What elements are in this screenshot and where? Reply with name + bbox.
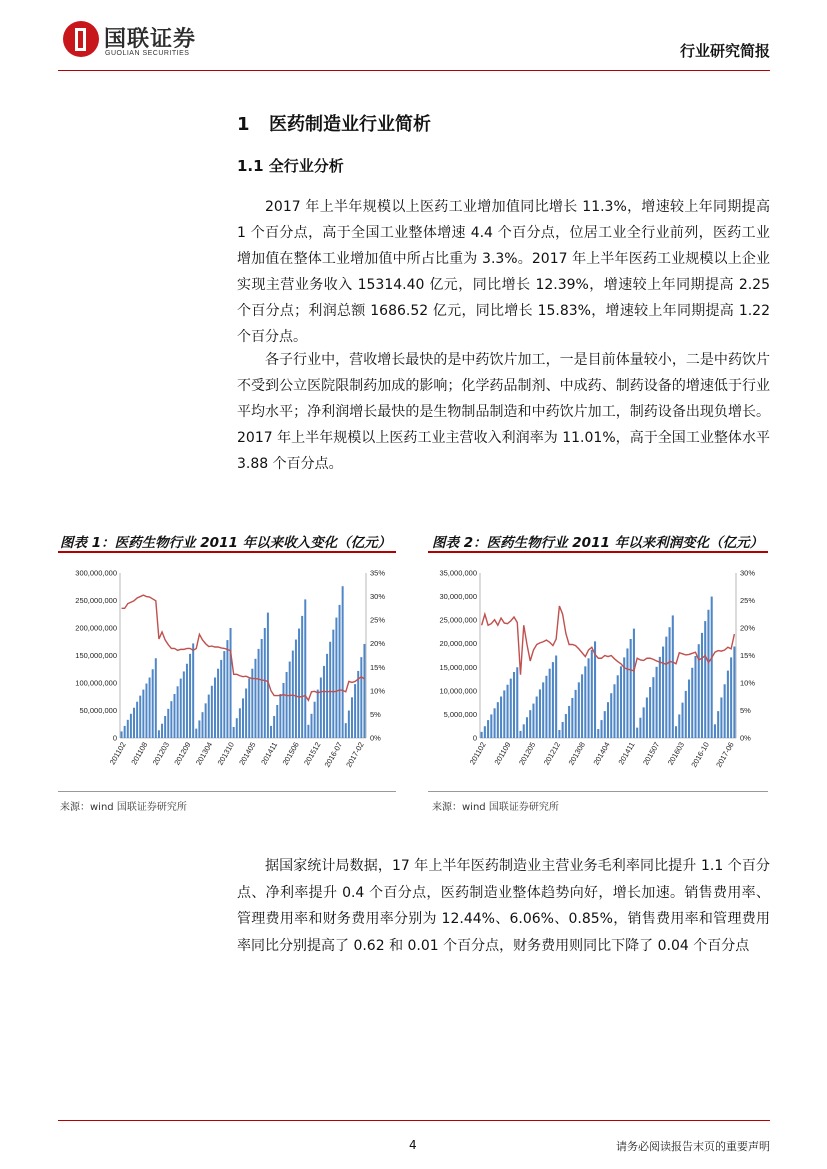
bar (591, 650, 593, 738)
bar (320, 678, 322, 739)
bar (152, 669, 154, 738)
bar (555, 656, 557, 739)
x-axis-tick-label: 201411 (259, 740, 280, 767)
bar (183, 671, 185, 738)
bar (174, 694, 176, 738)
left-axis-tick-label: 0 (112, 733, 117, 743)
figure-2-title: 图表 2：医药生物行业 2011 年以来利润变化（亿元） (432, 535, 764, 551)
bar (177, 686, 179, 738)
bar (351, 697, 353, 738)
left-axis-tick-label: 25,000,000 (439, 615, 477, 625)
bar (672, 615, 674, 738)
bar (186, 664, 188, 738)
x-axis-tick-label: 201109 (492, 740, 513, 767)
bar (133, 708, 135, 738)
bar (342, 586, 344, 738)
bar (678, 714, 680, 738)
x-axis-tick-label: 201304 (193, 740, 215, 767)
bar (220, 660, 222, 738)
right-axis-tick-label: 25% (370, 615, 386, 625)
left-axis-tick-label: 5,000,000 (443, 709, 477, 719)
bar (659, 657, 661, 738)
bar (665, 637, 667, 738)
bar (575, 690, 577, 738)
bar (142, 690, 144, 738)
bar (523, 724, 525, 738)
bar (314, 702, 316, 738)
paragraph-1: 2017 年上半年规模以上医药工业增加值同比增长 11.3%，增速较上年同期提高 1 个百分点，高于全国工业整体增速 4.4 个百分点，位居工业全行业前列，医药工业增加值在整体工业增加值中所占比重为 3.3%。2017 年上半年医药工业规模以上企业实现主营业务收入 15314.40 亿元，同比增长 12.39%，增速较上年同期提高 2.25 个百分点；利润总额 1686.52 亿元，同比增长 15.83%，增速较上年同期提高 1.22 个百分点。 (237, 199, 770, 345)
bar (507, 685, 509, 738)
bar (724, 684, 726, 738)
bar (195, 729, 197, 738)
paragraph-3: 据国家统计局数据，17 年上半年医药制造业主营业务毛利率同比提升 1.1 个百分点、净利率提升 0.4 个百分点，医药制造业整体趋势向好，增长加速。销售费用率、管理费用率和财务费用率分别为 12.44%、6.06%、0.85%，销售费用率和管理费用率同比分别提高了 0.62 和 0.01 个百分点，财务费用则同比下降了 0.04 个百分点 (237, 858, 770, 954)
x-axis-tick-label: 2017-06 (714, 740, 736, 769)
bar (354, 684, 356, 738)
figure-2-source: 来源：wind 国联证券研究所 (432, 802, 559, 813)
x-axis-tick-label: 2016-07 (322, 740, 345, 769)
bar (258, 649, 260, 738)
bar (526, 717, 528, 738)
bar (536, 697, 538, 738)
left-axis-tick-label: 200,000,000 (75, 623, 117, 633)
bar (487, 720, 489, 738)
x-axis-tick-label: 2016-10 (689, 740, 711, 769)
bar (481, 732, 483, 738)
bar (332, 630, 334, 738)
bar (636, 728, 638, 738)
bar (597, 729, 599, 738)
right-axis-tick-label: 30% (370, 592, 386, 602)
bar (714, 724, 716, 738)
bar (345, 723, 347, 738)
figure-1-top-rule (58, 551, 396, 553)
x-axis-tick-label: 201405 (237, 740, 258, 767)
bar (198, 720, 200, 738)
subsection-heading: 1.1 全行业分析 (237, 157, 344, 175)
bar (503, 690, 505, 738)
x-axis-tick-label: 201212 (541, 740, 563, 767)
bar (236, 718, 238, 738)
bar (301, 616, 303, 738)
bar (558, 730, 560, 738)
bar (304, 599, 306, 738)
bar (588, 658, 590, 738)
right-axis-tick-label: 20% (370, 639, 386, 649)
bar (542, 682, 544, 738)
left-axis-tick-label: 15,000,000 (439, 662, 477, 672)
bar (323, 666, 325, 738)
left-axis-tick-label: 35,000,000 (439, 568, 477, 578)
bar (707, 610, 709, 738)
x-axis-tick-label: 201506 (280, 740, 301, 767)
bar (513, 672, 515, 738)
left-axis-tick-label: 100,000,000 (75, 678, 117, 688)
bar (149, 678, 151, 739)
x-axis-tick-label: 201308 (566, 740, 587, 767)
bar (500, 697, 502, 738)
right-axis-tick-label: 10% (370, 686, 386, 696)
left-axis-tick-label: 150,000,000 (75, 651, 117, 660)
right-axis-tick-label: 0% (740, 733, 751, 743)
bar (335, 618, 337, 738)
bar (604, 711, 606, 738)
revenue-chart (58, 560, 396, 785)
bar (192, 643, 194, 738)
bar (248, 679, 250, 738)
bar (649, 687, 651, 738)
bar (490, 714, 492, 738)
bar (273, 716, 275, 738)
bar (565, 714, 567, 738)
bar (189, 654, 191, 738)
bar (519, 731, 521, 738)
bar (254, 659, 256, 738)
left-axis-tick-label: 300,000,000 (75, 568, 117, 578)
bar (694, 656, 696, 738)
bar (326, 654, 328, 738)
x-axis-tick-label: 201209 (172, 740, 193, 767)
bar (688, 680, 690, 738)
bar (610, 693, 612, 738)
x-axis-tick-label: 201203 (150, 740, 172, 767)
logo-chinese-name: 国联证券 (104, 27, 197, 52)
bar (669, 627, 671, 738)
bar (711, 597, 713, 738)
bar (223, 651, 225, 738)
bar (552, 662, 554, 738)
bar (155, 658, 157, 738)
bar (286, 672, 288, 738)
bar (329, 642, 331, 738)
bar (675, 726, 677, 738)
right-axis-tick-label: 25% (740, 596, 756, 605)
x-axis-tick-label: 201512 (302, 740, 323, 767)
bar (652, 677, 654, 738)
x-axis-tick-label: 201205 (517, 740, 538, 767)
bar (233, 727, 235, 738)
bar (295, 640, 297, 738)
company-logo (62, 20, 222, 62)
bar (242, 698, 244, 738)
bar (307, 725, 309, 738)
bar (510, 679, 512, 738)
bar (623, 657, 625, 738)
bar (613, 684, 615, 738)
bar (584, 666, 586, 738)
bar (170, 701, 172, 738)
x-axis-tick-label: 201603 (665, 740, 687, 767)
bar (701, 633, 703, 738)
bar (730, 657, 732, 738)
page-number: 4 (409, 1138, 417, 1152)
bar (211, 686, 213, 738)
bar (130, 714, 132, 738)
x-axis-tick-label: 201411 (616, 740, 637, 767)
footer-disclaimer: 请务必阅读报告末页的重要声明 (616, 1140, 770, 1153)
bar (270, 726, 272, 738)
bar (264, 628, 266, 738)
bar (484, 726, 486, 738)
bar (363, 644, 365, 738)
bar (620, 666, 622, 738)
left-axis-tick-label: 30,000,000 (439, 592, 477, 602)
figure-1-source: 来源：wind 国联证券研究所 (60, 802, 187, 813)
right-axis-tick-label: 0% (370, 733, 381, 743)
right-axis-tick-label: 35% (370, 568, 386, 578)
bar (292, 651, 294, 738)
bar (298, 629, 300, 738)
bar (516, 667, 518, 738)
bar (662, 647, 664, 738)
right-axis-tick-label: 15% (370, 662, 386, 672)
x-axis-tick-label: 201310 (215, 740, 236, 767)
bar (261, 639, 263, 738)
logo-mark-icon (62, 20, 100, 58)
bar (282, 683, 284, 738)
bar (581, 674, 583, 738)
bar (158, 730, 160, 738)
bar (704, 621, 706, 738)
right-axis-tick-label: 5% (370, 709, 381, 719)
bar (626, 648, 628, 738)
bar (161, 724, 163, 738)
bar (339, 605, 341, 738)
bar (348, 711, 350, 739)
bar (357, 671, 359, 738)
left-axis-tick-label: 0 (472, 733, 477, 743)
bar (208, 695, 210, 738)
section-title: 医药制造业行业简析 (269, 114, 431, 135)
bar (127, 720, 129, 738)
bar (617, 675, 619, 738)
bar (279, 694, 281, 738)
right-axis-tick-label: 20% (740, 623, 756, 633)
header-divider (58, 70, 770, 71)
bar (289, 662, 291, 738)
bar (145, 684, 147, 738)
bar (164, 716, 166, 738)
bar (607, 702, 609, 738)
bar (124, 726, 126, 738)
figure-1-title: 图表 1：医药生物行业 2011 年以来收入变化（亿元） (60, 535, 392, 551)
bar (639, 718, 641, 738)
profit-chart (428, 560, 768, 785)
bar (214, 678, 216, 739)
bar (578, 682, 580, 738)
left-axis-tick-label: 20,000,000 (439, 639, 477, 649)
bar (529, 710, 531, 738)
bar (562, 722, 564, 738)
bar (239, 708, 241, 738)
x-axis-tick-label: 201507 (641, 740, 662, 767)
paragraph-2: 各子行业中，营收增长最快的是中药饮片加工，一是目前体量较小，二是中药饮片不受到公立医院限制药加成的影响；化学药品制剂、中成药、制药设备的增速低于行业平均水平；净利润增长最快的是生物制品制造和中药饮片加工，制药设备出现负增长。2017 年上半年规模以上医药工业主营收入利润率为 11.01%，高于全国工业整体水平 3.88 个百分点。 (237, 352, 770, 472)
bar (494, 708, 496, 738)
bar (646, 697, 648, 738)
bar (276, 705, 278, 738)
bar (545, 676, 547, 738)
bar (571, 698, 573, 738)
bar (311, 714, 313, 738)
left-axis-tick-label: 50,000,000 (79, 706, 117, 715)
bar (167, 709, 169, 738)
bar (317, 690, 319, 738)
section-number: 1 (237, 114, 250, 135)
bar (681, 703, 683, 738)
bar (226, 640, 228, 738)
bar (643, 707, 645, 738)
bar (717, 711, 719, 738)
x-axis-tick-label: 201102 (107, 740, 128, 767)
x-axis-tick-label: 2017-02 (344, 740, 366, 769)
bar (230, 628, 232, 738)
bar (691, 668, 693, 738)
bar (549, 669, 551, 738)
right-axis-tick-label: 5% (740, 706, 751, 715)
x-axis-tick-label: 201404 (591, 740, 612, 767)
logo-english-name: GUOLIAN SECURITIES (105, 50, 190, 57)
figure-2-top-rule (428, 551, 768, 553)
footer-divider (58, 1120, 770, 1121)
bar (267, 613, 269, 738)
right-axis-tick-label: 15% (740, 651, 756, 660)
figure-1-bottom-rule (58, 791, 396, 792)
bar (633, 629, 635, 738)
bar (205, 703, 207, 738)
bar (685, 691, 687, 738)
section-heading (237, 110, 431, 136)
right-axis-tick-label: 30% (740, 568, 756, 578)
bar (180, 679, 182, 738)
bar (245, 689, 247, 739)
bar (568, 706, 570, 738)
bar (121, 731, 123, 738)
x-axis-tick-label: 201102 (467, 740, 488, 767)
left-axis-tick-label: 250,000,000 (75, 596, 117, 605)
figure-2-bottom-rule (428, 791, 768, 792)
bar (532, 704, 534, 738)
bar (497, 702, 499, 738)
bar (630, 639, 632, 738)
bar (720, 697, 722, 738)
bar (136, 702, 138, 738)
report-type-label: 行业研究简报 (679, 42, 770, 60)
left-axis-tick-label: 10,000,000 (439, 686, 477, 696)
right-axis-tick-label: 10% (740, 678, 756, 688)
bar (202, 712, 204, 738)
bar (539, 689, 541, 738)
x-axis-tick-label: 201108 (129, 740, 150, 767)
bar (733, 647, 735, 738)
bar (360, 657, 362, 738)
bar (727, 671, 729, 738)
bar (217, 669, 219, 738)
bar (600, 720, 602, 738)
bar (139, 696, 141, 738)
bar (656, 667, 658, 738)
